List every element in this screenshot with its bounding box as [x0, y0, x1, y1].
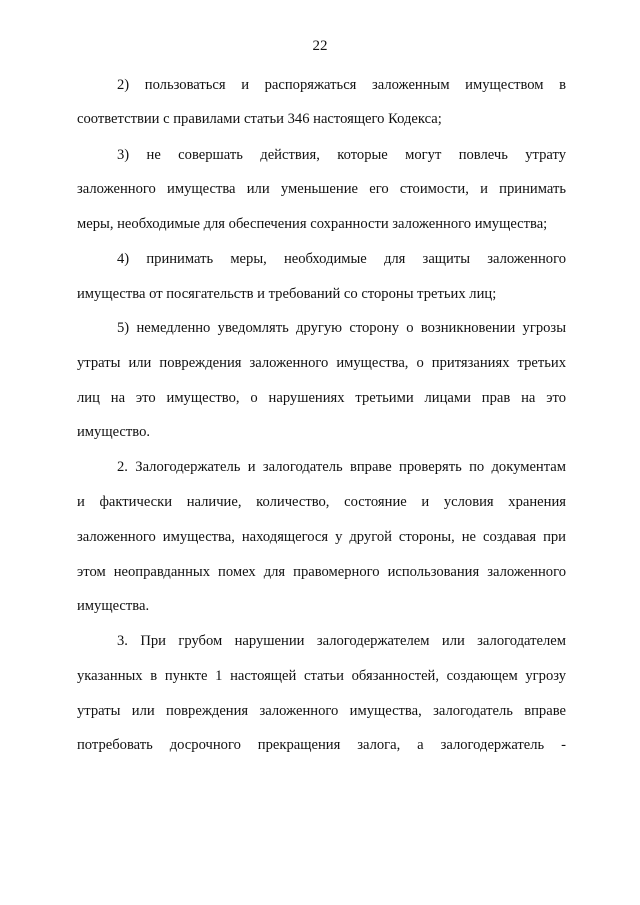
text-line: этом неоправданных помех для правомерного использования заложенного	[77, 564, 566, 580]
page-number: 22	[312, 38, 328, 54]
text-line: 2) пользоваться и распоряжаться заложенным имуществом в	[117, 77, 566, 93]
text-line: утраты или повреждения заложенного имущества, о притязаниях третьих	[77, 355, 566, 371]
text-line: имущества.	[77, 598, 150, 614]
text-line: и фактически наличие, количество, состояние и условия хранения	[77, 494, 566, 510]
text-line: утраты или повреждения заложенного имущества, залогодатель вправе	[77, 703, 566, 719]
text-line: имущества от посягательств и требований со стороны третьих лиц;	[77, 286, 497, 302]
text-line: меры, необходимые для обеспечения сохранности заложенного имущества;	[77, 216, 548, 232]
text-line: лиц на это имущество, о нарушениях третьими лицами прав на это	[77, 390, 566, 406]
text-line: указанных в пункте 1 настоящей статьи обязанностей, создающем угрозу	[77, 668, 566, 684]
text-line: 4) принимать меры, необходимые для защиты заложенного	[117, 251, 566, 267]
text-line: 3) не совершать действия, которые могут повлечь утрату	[117, 147, 566, 163]
text-line: заложенного имущества, находящегося у другой стороны, не создавая при	[77, 529, 566, 545]
text-line: потребовать досрочного прекращения залога, а залогодержатель -	[77, 737, 566, 753]
text-line: соответствии с правилами статьи 346 настоящего Кодекса;	[77, 111, 442, 127]
text-line: 3. При грубом нарушении залогодержателем или залогодателем	[117, 633, 566, 649]
text-line: имущество.	[77, 424, 151, 440]
text-line: заложенного имущества или уменьшение его стоимости, и принимать	[77, 181, 566, 197]
text-line: 2. Залогодержатель и залогодатель вправе проверять по документам	[117, 459, 566, 475]
text-line: 5) немедленно уведомлять другую сторону о возникновении угрозы	[117, 320, 566, 336]
